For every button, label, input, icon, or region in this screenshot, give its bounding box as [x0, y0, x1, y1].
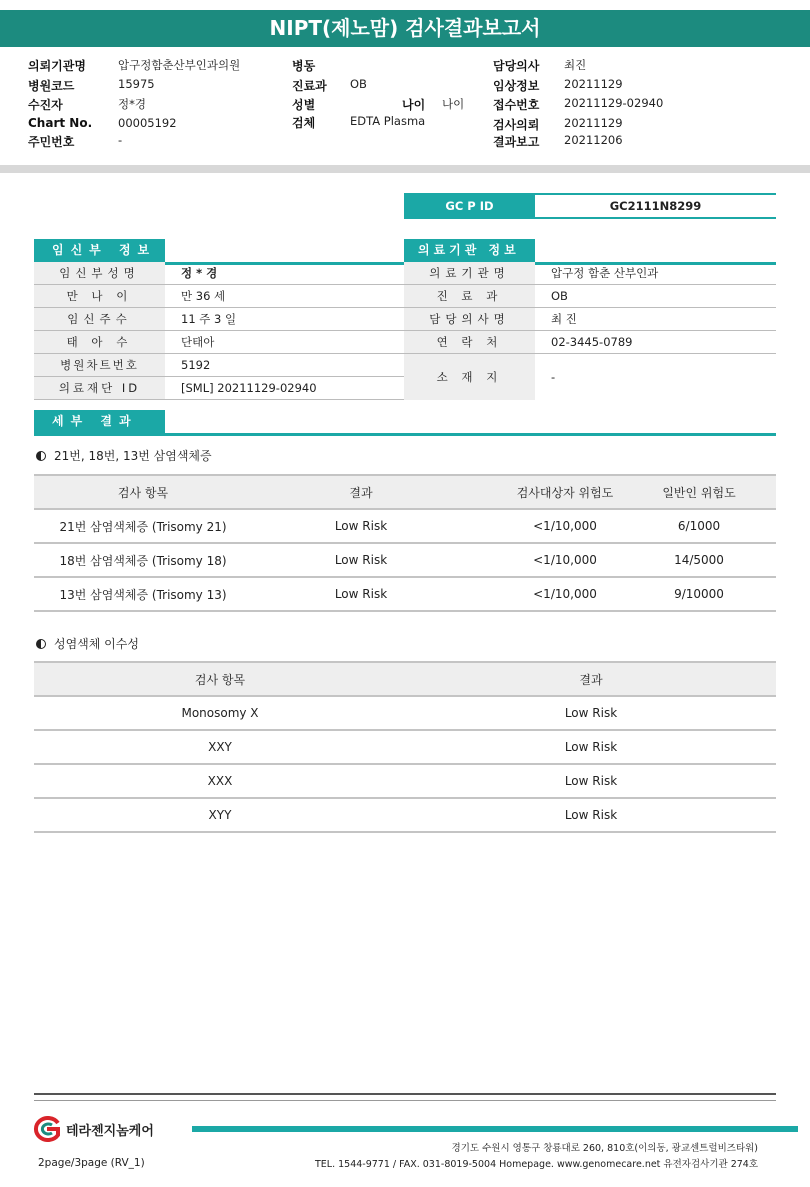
cell-item: XXY [208, 740, 232, 754]
info-value: 단태아 [181, 335, 215, 349]
cell-general-risk: 9/10000 [674, 587, 724, 601]
cell-risk: <1/10,000 [533, 587, 597, 601]
footer-divider [34, 1093, 776, 1095]
table-row [34, 510, 776, 544]
info-value: 정 * 경 [181, 266, 218, 280]
header-value: 20211129 [564, 77, 623, 91]
header-value: 20211206 [564, 133, 623, 147]
report-title: NIPT(제노맘) 검사결과보고서 [0, 10, 810, 47]
info-label: 소 재 지 [404, 354, 535, 400]
header-value: OB [350, 77, 367, 91]
header-value: 압구정함춘산부인과의원 [118, 58, 241, 72]
table-row [34, 578, 776, 612]
sex-heading-text: 성염색체 이수성 [54, 637, 139, 651]
cell-item: XYY [208, 808, 232, 822]
sex-chromosome-heading [36, 635, 139, 652]
pregnant-info-row [34, 354, 404, 377]
institution-info-row [404, 354, 776, 400]
header-label: 병동 [292, 59, 316, 73]
info-value: 02-3445-0789 [551, 335, 633, 349]
detail-header [34, 410, 776, 436]
header-label: 병원코드 [28, 79, 75, 93]
header-value: 15975 [118, 77, 155, 91]
info-value: [SML] 20211129-02940 [181, 381, 317, 395]
column-header: 결과 [579, 672, 603, 687]
cell-risk: <1/10,000 [533, 519, 597, 533]
table-row [34, 731, 776, 765]
info-value: OB [551, 289, 568, 303]
info-label: 의료기관명 [404, 262, 535, 284]
report-header [0, 47, 810, 165]
info-label: 임신부성명 [34, 262, 165, 284]
cell-item: 13번 삼염색체증 (Trisomy 13) [59, 587, 227, 602]
info-label: 태 아 수 [34, 331, 165, 353]
header-value: EDTA Plasma [350, 114, 426, 128]
column-header: 일반인 위험도 [662, 485, 736, 500]
pregnant-info-row [34, 377, 404, 400]
header-label: 주민번호 [28, 135, 75, 149]
trisomy-heading [36, 447, 212, 464]
table-header [34, 661, 776, 697]
header-value: - [118, 133, 123, 147]
page-number: 2page/3page (RV_1) [38, 1157, 145, 1169]
cell-result: Low Risk [564, 774, 618, 788]
table-row [34, 544, 776, 578]
cell-item: XXX [207, 774, 233, 788]
info-value: 최 진 [551, 312, 577, 326]
age-value: 나이 [442, 97, 465, 111]
pregnant-info-row [34, 331, 404, 354]
company-address: 경기도 수원시 영통구 창룡대로 260, 810호(이의동, 광교센트럴비즈타워) [451, 1143, 758, 1154]
info-value: - [551, 370, 556, 384]
detail-title: 세부 결과 [34, 410, 165, 433]
column-header: 검사 항목 [117, 485, 169, 500]
pregnant-info-row [34, 262, 404, 285]
institution-info-row [404, 285, 776, 308]
institution-info-row [404, 262, 776, 285]
table-row [34, 765, 776, 799]
header-label: 성별 [292, 98, 316, 112]
column-header: 검사대상자 위험도 [516, 485, 614, 500]
header-label: Chart No. [28, 116, 93, 130]
header-label: 의뢰기관명 [28, 59, 86, 73]
cell-general-risk: 14/5000 [674, 553, 724, 567]
cell-general-risk: 6/1000 [677, 519, 721, 533]
header-label: 진료과 [292, 79, 327, 93]
cell-result: Low Risk [334, 553, 388, 567]
header-label: 접수번호 [493, 98, 540, 112]
column-header: 결과 [349, 485, 373, 500]
table-row [34, 697, 776, 731]
info-label: 연 락 처 [404, 331, 535, 353]
header-divider [0, 165, 810, 173]
table-header [34, 474, 776, 510]
table-row [34, 799, 776, 833]
cell-item: 18번 삼염색체증 (Trisomy 18) [59, 553, 227, 568]
half-circle-icon [36, 451, 46, 461]
cell-result: Low Risk [564, 808, 618, 822]
institution-info-row [404, 308, 776, 331]
header-label: 검체 [292, 116, 316, 130]
cell-result: Low Risk [564, 740, 618, 754]
cell-item: Monosomy X [181, 706, 259, 720]
cell-result: Low Risk [564, 706, 618, 720]
cell-item: 21번 삼염색체증 (Trisomy 21) [59, 519, 227, 534]
gcpid-label: GC P ID [404, 195, 535, 217]
column-header: 검사 항목 [194, 672, 246, 687]
gcpid-value: GC2111N8299 [609, 199, 702, 213]
header-label: 담당의사 [493, 59, 540, 73]
info-value: 5192 [181, 358, 211, 372]
cell-risk: <1/10,000 [533, 553, 597, 567]
company-logo [32, 1116, 154, 1142]
header-label: 임상정보 [493, 79, 540, 93]
institution-info-row [404, 331, 776, 354]
info-value: 11 주 3 일 [181, 312, 237, 326]
footer-divider-thin [34, 1100, 776, 1101]
header-value: 정*경 [118, 97, 146, 111]
company-contact: TEL. 1544-9771 / FAX. 031-8019-5004 Homepage. www.genomecare.net 유전자검사기관 274호 [314, 1159, 758, 1170]
info-label: 병원차트번호 [34, 354, 165, 376]
header-label: 검사의뢰 [493, 118, 540, 132]
info-label: 진 료 과 [404, 285, 535, 307]
cell-result: Low Risk [334, 587, 388, 601]
pregnant-info-title: 임신부 정보 [34, 239, 165, 262]
header-label: 수진자 [28, 98, 63, 112]
trisomy-heading-text: 21번, 18번, 13번 삼염색체증 [54, 449, 212, 463]
header-value: 최진 [564, 58, 587, 72]
genome-care-logo-icon [32, 1116, 62, 1142]
company-name: 테라젠지놈케어 [66, 1123, 154, 1139]
header-label: 결과보고 [493, 135, 540, 149]
institution-info-title: 의료기관 정보 [404, 239, 535, 262]
info-value: 만 36 세 [181, 289, 226, 303]
header-value: 00005192 [118, 116, 177, 130]
header-value: 20211129 [564, 116, 623, 130]
gcpid-box [404, 193, 776, 219]
pregnant-info-row [34, 285, 404, 308]
info-label: 임신주수 [34, 308, 165, 330]
age-label: 나이 [402, 98, 426, 112]
half-circle-icon [36, 639, 46, 649]
info-value: 압구정 함춘 산부인과 [551, 266, 659, 280]
pregnant-info-row [34, 308, 404, 331]
info-label: 담당의사명 [404, 308, 535, 330]
cell-result: Low Risk [334, 519, 388, 533]
info-label: 만 나 이 [34, 285, 165, 307]
footer-accent-bar [192, 1126, 798, 1132]
info-label: 의료재단 ID [34, 377, 165, 399]
header-value: 20211129-02940 [564, 96, 664, 110]
